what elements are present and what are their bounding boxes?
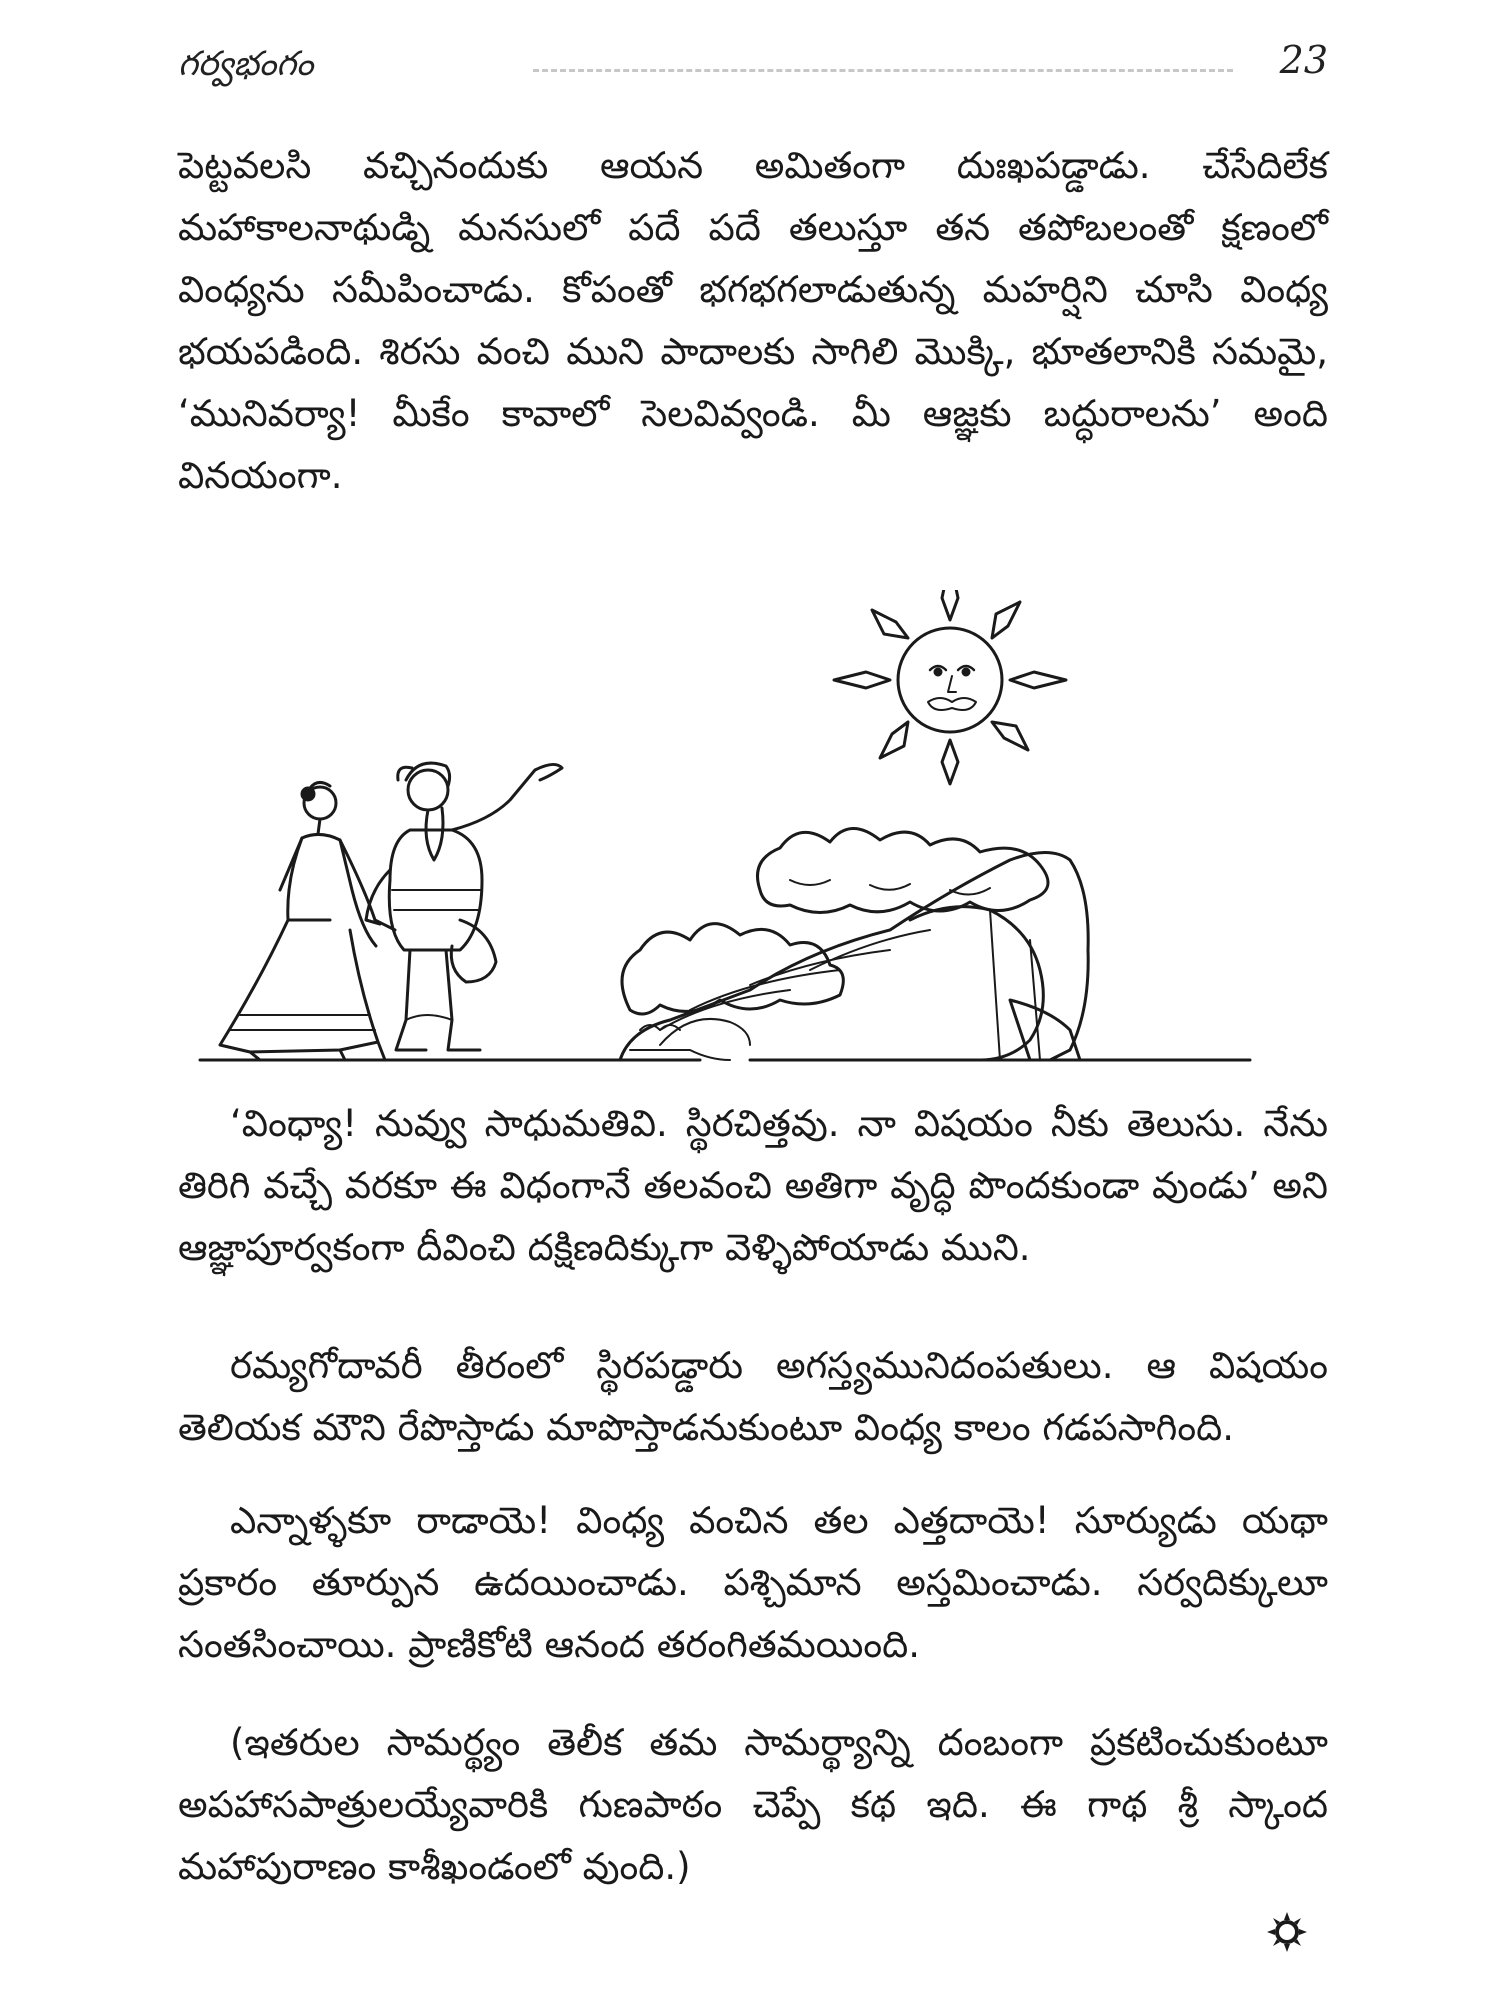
line-drawing-illustration: [190, 590, 1330, 1080]
paragraph-4: ఎన్నాళ్ళకూ రాడాయె! వింధ్య వంచిన తల ఎత్తదాయె! సూర్యుడు యథా ప్రకారం తూర్పున ఉదయించాడు. పశ్చిమాన అస్తమించాడు. సర్వదిక్కులూ సంతసించాయి. ప్రాణికోటి ఆనంద తరంగితమయింది.: [178, 1499, 1328, 1666]
paragraph-3: రమ్యగోదావరీ తీరంలో స్థిరపడ్డారు అగస్త్యమునిదంపతులు. ఆ విషయం తెలియక మౌని రేపొస్తాడు మాపొస్తాడనుకుంటూ వింధ్య కాలం గడపసాగింది.: [178, 1344, 1328, 1449]
paragraph-5: (ఇతరుల సామర్థ్యం తెలీక తమ సామర్థ్యాన్ని దంబంగా ప్రకటించుకుంటూ అపహాసపాత్రులయ్యేవారికి గుణపాఠం చెప్పే కథ ఇది. ఈ గాథ శ్రీ స్కాంద మహాపురాణం కాశీఖండంలో వుంది.): [178, 1721, 1328, 1888]
sun-figure: [834, 590, 1066, 784]
clouds: [622, 828, 1048, 1014]
vindhya-figure: [620, 853, 1088, 1061]
page-number: 23: [1279, 38, 1328, 82]
paragraph-1: పెట్టవలసి వచ్చినందుకు ఆయన అమితంగా దుఃఖపడ్డాడు. చేసేదిలేక మహాకాలనాథుడ్ని మనసులో పదే పదే తలుస్తూ తన తపోబలంతో క్షణంలో వింధ్యను సమీపించాడు. కోపంతో భగభగలాడుతున్న మహర్షిని చూసి వింధ్య భయపడింది. శిరసు వంచి ముని పాదాలకు సాగిలి మొక్కి, భూతలానికి సమమై, ‘మునివర్యా! మీకేం కావాలో సెలవివ్వండి. మీ ఆజ్ఞకు బద్ధురాలను’ అంది వినయంగా.: [178, 144, 1328, 497]
page-header: [178, 36, 1328, 96]
running-title: గర్వభంగం: [178, 44, 314, 84]
sun-ornament-icon: [1265, 1910, 1309, 1954]
header-rule: [533, 69, 1233, 72]
paragraph-2: ‘వింధ్యా! నువ్వు సాధుమతివి. స్థిరచిత్తవు. నా విషయం నీకు తెలుసు. నేను తిరిగి వచ్చే వరకూ ఈ విధంగానే తలవంచి అతిగా వృద్ధి పొందకుండా వుండు’ అని ఆజ్ఞాపూర్వకంగా దీవించి దక్షిణదిక్కుగా వెళ్ళిపోయాడు ముని.: [178, 1102, 1328, 1269]
sage-figure: [366, 763, 562, 1050]
